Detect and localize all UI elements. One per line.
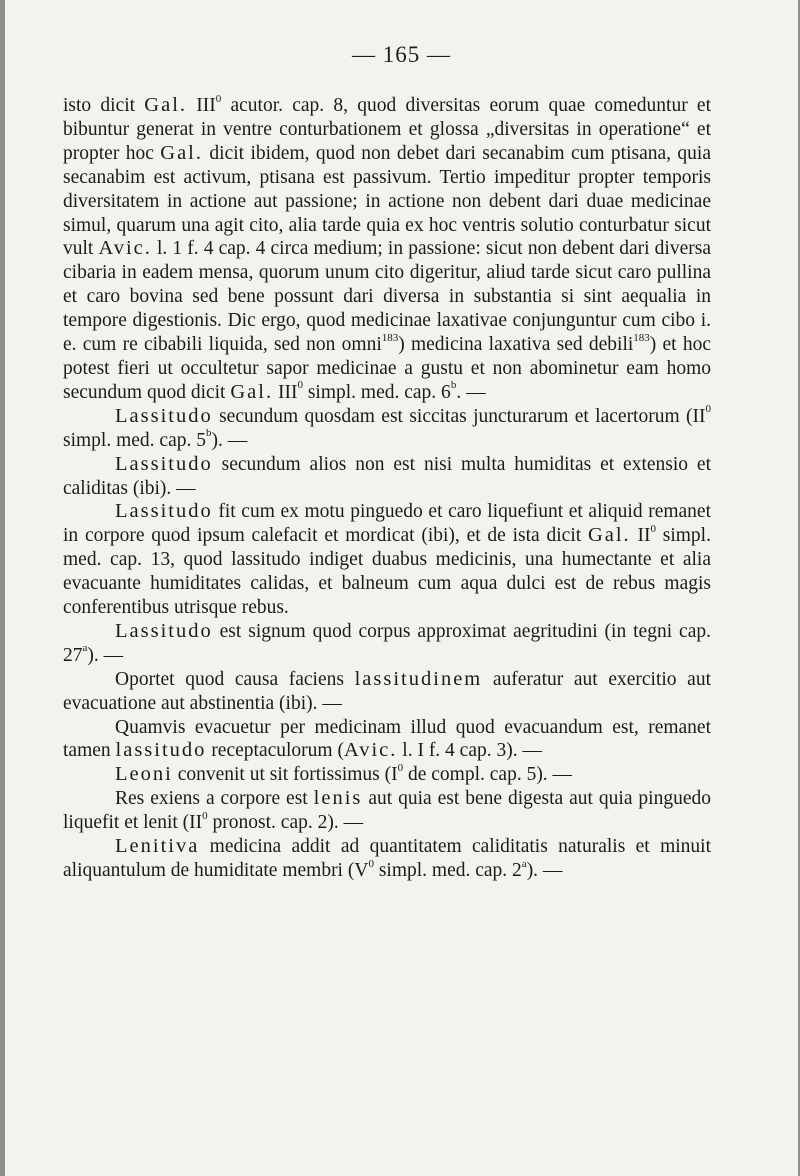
superscript: a bbox=[82, 642, 88, 655]
spaced-term: Gal. bbox=[587, 524, 631, 547]
spaced-term: lassitudo bbox=[115, 739, 207, 762]
page-number: — 165 — bbox=[352, 42, 451, 67]
superscript: 183 bbox=[381, 331, 399, 344]
text-run: ). — bbox=[526, 860, 563, 881]
text-run: secundum quosdam est siccitas juncturarum et lacertorum (II bbox=[212, 405, 706, 427]
paragraph bbox=[63, 763, 711, 787]
superscript: 0 bbox=[368, 857, 374, 870]
text-run: ) et hoc potest fieri ut occultetur sapor medicinae a gustu et non abominetur eam homo secundum quod dicit bbox=[63, 334, 711, 403]
spaced-term: Lassitudo bbox=[115, 619, 213, 642]
text-run: Res exiens a corpore est bbox=[115, 788, 314, 810]
text-run: ). — bbox=[211, 429, 248, 451]
document-page bbox=[5, 0, 798, 1176]
text-run: II bbox=[630, 525, 651, 547]
text-run: de compl. cap. 5). — bbox=[403, 764, 573, 786]
paragraph bbox=[63, 668, 711, 716]
text-run: dicit ibidem, quod non debet dari secanabim cum ptisana, quia secanabim est activum, ptisana est passivum. Tertio impeditur propter temporis diversitatem in actione aut passione; in actione non debent dari duae medicinae simul, quarum una agit cito, alia tarde quia ex hoc ventris solutio conturbatur sicut vult bbox=[63, 142, 711, 260]
text-run: receptaculorum ( bbox=[206, 740, 344, 762]
superscript: 183 bbox=[633, 331, 650, 344]
text-run: . — bbox=[456, 381, 486, 403]
text-run: Oportet quod causa faciens bbox=[115, 668, 355, 690]
superscript: a bbox=[521, 857, 527, 870]
superscript: 0 bbox=[650, 522, 656, 535]
superscript: 0 bbox=[297, 379, 303, 392]
text-run: simpl. med. cap. 13, quod lassitudo indiget duabus medicinis, una humectante et alia evacuante humiditates calidas, et balneum cum aqua dulci est de rebus magis conferentibus utrisque rebus. bbox=[63, 525, 711, 619]
text-run: est signum quod corpus approximat aegritudini (in tegni cap. 27 bbox=[63, 620, 711, 666]
spaced-term: Gal. bbox=[144, 94, 188, 116]
spaced-term: Avic. bbox=[343, 739, 398, 762]
superscript: b bbox=[205, 427, 212, 440]
text-run: secundum alios non est nisi multa humiditas et extensio et caliditas (ibi). — bbox=[63, 453, 711, 499]
spaced-term: Leoni bbox=[115, 763, 173, 786]
paragraph bbox=[63, 620, 711, 668]
spaced-term: Lassitudo bbox=[115, 452, 213, 475]
superscript: 0 bbox=[215, 92, 222, 105]
text-run: simpl. med. cap. 2 bbox=[373, 860, 522, 881]
text-run: ). — bbox=[87, 644, 124, 666]
paragraph bbox=[63, 787, 711, 835]
spaced-term: Gal. bbox=[160, 141, 203, 164]
text-run: III bbox=[273, 381, 298, 403]
paragraph bbox=[63, 453, 711, 501]
text-run: medicina addit ad quantitatem caliditatis naturalis et minuit aliquantulum de humiditate membri (V bbox=[63, 836, 711, 881]
spaced-term: Lenitiva bbox=[115, 835, 200, 858]
spaced-term: Avic. bbox=[98, 237, 152, 260]
text-run: acutor. cap. 8, quod diversitas eorum quae comeduntur et bibuntur generat in ventre conturbationem et glossa „diversitas in operatione“ et propter hoc bbox=[63, 95, 711, 164]
text-run: isto dicit bbox=[63, 95, 145, 116]
paragraph bbox=[63, 500, 711, 620]
spaced-term: lenis bbox=[313, 787, 363, 810]
text-run: aut quia est bene digesta aut quia pinguedo liquefit et lenit (II bbox=[63, 788, 711, 834]
spaced-term: Lassitudo bbox=[115, 404, 213, 427]
text-run: fit cum ex motu pinguedo et caro liquefiunt et aliquid remanet in corpore quod ipsum calefacit et mordicat (ibi), et de ista dicit bbox=[63, 501, 711, 547]
superscript: 0 bbox=[397, 761, 404, 774]
text-run: auferatur aut exercitio aut evacuatione aut abstinentia (ibi). — bbox=[63, 668, 711, 714]
spaced-term: Lassitudo bbox=[115, 500, 213, 523]
text-run: simpl. med. cap. 6 bbox=[302, 381, 451, 403]
text-run: l. I f. 4 cap. 3). — bbox=[397, 740, 542, 762]
paragraph bbox=[63, 405, 711, 453]
superscript: b bbox=[450, 379, 457, 392]
text-run: simpl. med. cap. 5 bbox=[63, 429, 206, 451]
text-run: III bbox=[187, 95, 216, 116]
text-run: ) medicina laxativa sed debili bbox=[398, 334, 634, 356]
spaced-term: Gal. bbox=[230, 380, 274, 403]
spaced-term: lassitudinem bbox=[354, 667, 483, 690]
superscript: 0 bbox=[705, 403, 711, 416]
text-body bbox=[63, 94, 711, 883]
paragraph bbox=[63, 835, 711, 883]
paragraph bbox=[63, 94, 711, 405]
text-run: pronost. cap. 2). — bbox=[207, 812, 364, 834]
superscript: 0 bbox=[202, 809, 208, 822]
paragraph bbox=[63, 716, 711, 764]
text-run: l. 1 f. 4 cap. 4 circa medium; in passione: sicut non debent dari diversa cibaria in eadem mensa, quorum unum cito digeritur, aliud tarde sicut caro pullina et caro bovina sed bene possunt dari diversa in substantia si sint aequalia in tempore digestionis. Dic ergo, quod medicinae laxativae conjunguntur cum cibo i. e. cum re cibabili liquida, sed non omni bbox=[63, 238, 711, 356]
text-run: convenit ut sit fortissimus (I bbox=[172, 764, 398, 786]
text-run: Quamvis evacuetur per medicinam illud quod evacuandum est, remanet tamen bbox=[63, 716, 711, 762]
